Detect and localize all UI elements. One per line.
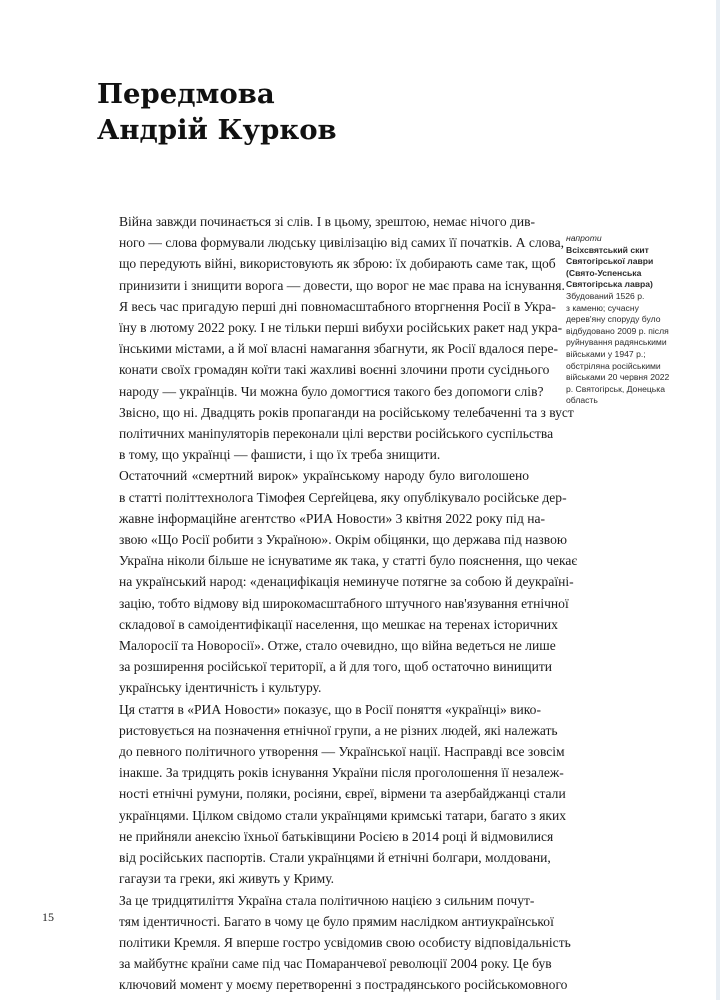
caption-heading-line: (Свято-Успенська <box>566 267 642 278</box>
caption-heading-line: Всіхсвятський скит <box>566 244 649 255</box>
text-line: Я весь час пригадую перші дні повномасштабного вторгнення Росії в Укра- <box>119 298 556 314</box>
text-line: Ця стаття в «РИА Новости» показує, що в Росії поняття «українці» вико- <box>119 701 541 717</box>
text-line: в статті політтехнолога Тімофея Серґейцева, яку опублікувало російське дер- <box>119 489 567 505</box>
caption-heading-line: Святогірської лаври <box>566 256 654 267</box>
text-line: конати своїх громадян коїти такі жахливі воєнні злочини проти сусіднього <box>119 362 550 378</box>
text-line: звою «Що Росії робити з Україною». Окрім обіцянки, що держава під назвою <box>119 532 567 548</box>
caption-detail-line: р. Святогірськ, Донецька <box>566 383 665 394</box>
text-line: українцями. Цілком свідомо стали українцями кримські татари, багато з яких <box>119 807 567 823</box>
text-line: в тому, що українці — фашисти, і що їх треба знищити. <box>119 447 441 463</box>
paragraph-1 <box>97 211 565 296</box>
text-line: на український народ: «денацифікація неминуче потягне за собою й деукраїні- <box>119 574 574 590</box>
text-line: ристовується на позначення етнічної групи, а не різних людей, які належать <box>119 722 558 738</box>
title-line-2: Андрій Курков <box>97 114 337 146</box>
text-line: Малоросії та Новоросії». Отже, стало очевидно, що війна ведеться не лише <box>119 638 556 654</box>
title-line-1: Передмова <box>97 78 275 110</box>
page-edge-divider <box>716 0 720 1000</box>
paragraph-2 <box>97 296 574 466</box>
text-line: За це тридцятиліття Україна стала політичною нацією з сильним почут- <box>119 892 535 908</box>
body-text <box>97 211 578 996</box>
text-line: їну в лютому 2022 року. І не тільки перші вибухи російських ракет над укра- <box>119 320 563 336</box>
text-line: Війна завжди починається зі слів. І в цьому, зрештою, немає нічого див- <box>119 214 536 229</box>
text-line: політики Кремля. Я вперше гостро усвідомив свою особисту відповідальність <box>119 934 571 950</box>
photo-caption <box>566 233 694 407</box>
text-line: принизити і знищити ворога — довести, що ворог не має права на існування. <box>119 277 565 293</box>
caption-detail-line: військами у 1947 р.; <box>566 348 646 359</box>
text-line: народу — українців. Чи можна було домогтися такого без допомоги слів? <box>119 383 544 399</box>
text-line: Остаточний «смертний вирок» українському народу було виголошено <box>119 468 529 484</box>
text-line: гагаузи та греки, які живуть у Криму. <box>119 871 335 887</box>
text-line: Звісно, що ні. Двадцять років пропаганди на російському телебаченні та з вуст <box>119 404 574 420</box>
paragraph-4 <box>97 699 567 890</box>
paragraph-3 <box>97 465 578 698</box>
caption-label: напроти <box>566 233 602 243</box>
text-line: ного — слова формували людську цивілізацію від самих її початків. А слова, <box>119 235 565 251</box>
caption-heading-line: Святогірська лавра) <box>566 279 653 290</box>
caption-detail-line: Збудований 1526 р. <box>566 290 645 301</box>
caption-detail-line: з каменю; сучасну <box>566 302 639 313</box>
text-line: що передують війні, використовують як зброю: їх добирають саме так, щоб <box>119 256 556 272</box>
page-number: 15 <box>42 910 54 924</box>
text-line: політичних маніпуляторів переконали цілі верстви російського суспільства <box>119 426 554 442</box>
text-line: їнськими містами, а й мої власні намагання збагнути, як Росії вдалося пере- <box>119 341 559 357</box>
text-line: ності етнічні румуни, поляки, росіяни, євреї, вірмени та азербайджанці стали <box>119 786 566 802</box>
text-line: не прийняли анексію їхньої батьківщини Росією в 2014 році й відмовилися <box>119 828 554 844</box>
caption-detail-line: руйнування радянськими <box>566 337 667 348</box>
paragraph-5 <box>97 890 571 996</box>
text-line: Україна ніколи більше не існуватиме як така, у статті було пояснення, що чекає <box>119 553 578 569</box>
text-line: ключовий момент у моєму перетворенні з пострадянського російськомовного <box>119 977 568 993</box>
caption-detail-line: область <box>566 395 598 406</box>
caption-detail-line: дерев'яну споруду було <box>566 314 661 325</box>
text-line: тям ідентичності. Багато в чому це було прямим наслідком антиукраїнської <box>119 913 554 929</box>
caption-detail-line: обстріляна російськими <box>566 360 661 371</box>
text-line: за розширення російської території, а й для того, щоб остаточно винищити <box>119 659 553 675</box>
page-title <box>97 76 337 148</box>
text-line: складової в самоідентифікації населення, що мешкає на теренах історичних <box>119 616 558 632</box>
text-line: українську ідентичність і культуру. <box>119 680 322 696</box>
text-line: за майбутнє країни саме під час Помаранчевої революції 2004 року. Це був <box>119 956 552 972</box>
text-line: до певного політичного утворення — Української нації. Насправді все зовсім <box>119 744 565 760</box>
text-line: від російських паспортів. Стали українцями й етнічні болгари, молдовани, <box>119 850 551 866</box>
text-line: інакше. За тридцять років існування України після проголошення її незалеж- <box>119 765 564 781</box>
caption-detail-line: відбудовано 2009 р. після <box>566 325 669 336</box>
text-line: жавне інформаційне агентство «РИА Новости» 3 квітня 2022 року під на- <box>119 510 545 526</box>
text-line: зацію, тобто відмову від широкомасштабного штучного нав'язування етнічної <box>119 595 569 611</box>
caption-detail-line: військами 20 червня 2022 <box>566 372 670 383</box>
